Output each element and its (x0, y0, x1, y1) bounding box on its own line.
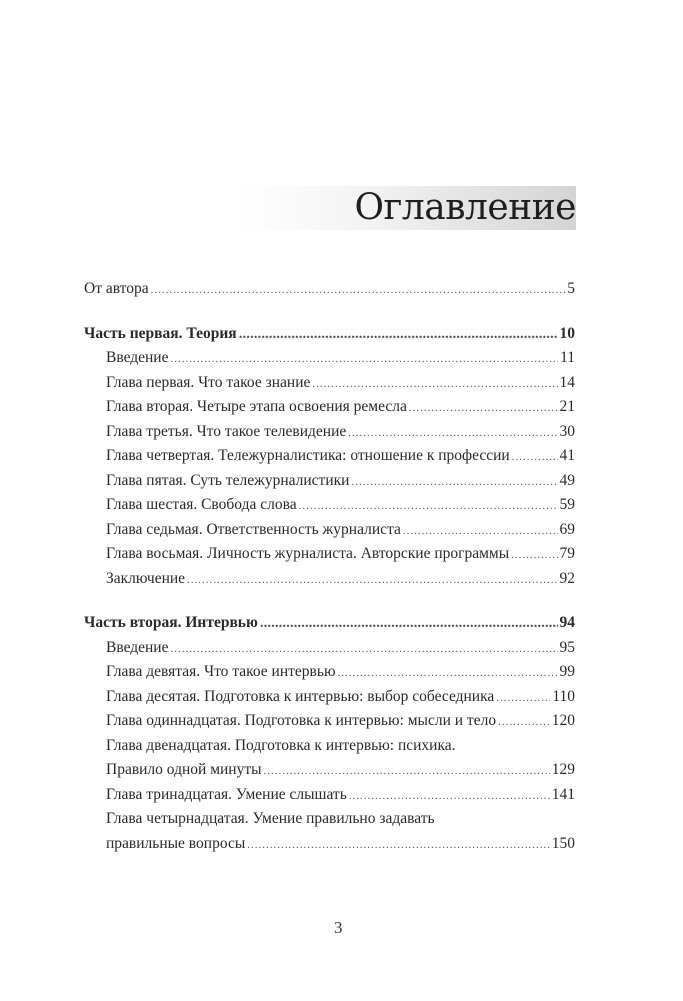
toc-entry[interactable] (84, 636, 575, 661)
toc-entry-page: 110 (552, 687, 575, 705)
toc-entry-page: 21 (559, 398, 575, 415)
toc-entry-page: 69 (559, 520, 575, 538)
page-title: Оглавление (354, 187, 576, 228)
page-number: 3 (334, 918, 343, 937)
toc-entry-label: Глава шестая. Свобода слова (106, 496, 297, 513)
toc-entry-label: Глава десятая. Подготовка к интервью: выбор собеседника (106, 687, 495, 705)
toc-entry-line1[interactable] (84, 734, 575, 759)
leader-dots (247, 832, 550, 858)
leader-dots (170, 636, 557, 662)
toc-entry-label: Глава вторая. Четыре этапа освоения ремесла (106, 398, 407, 415)
leader-dots (239, 322, 558, 347)
toc-entry-label: Глава восьмая. Личность журналиста. Авторские программы (106, 545, 510, 562)
toc-part-1[interactable] (84, 322, 575, 347)
toc-entry-label: Глава девятая. Что такое интервью (106, 663, 336, 680)
toc-entry-page: 95 (559, 638, 575, 656)
toc-entry-label: Глава одиннадцатая. Подготовка к интервью: мысли и тело (106, 712, 497, 729)
leader-dots (409, 395, 558, 421)
toc-part-label: Часть первая. Теория (84, 324, 237, 342)
leader-dots (498, 709, 550, 735)
toc-entry[interactable] (84, 660, 575, 685)
toc-entry-label: Глава четвертая. Тележурналистика: отношение к профессии (106, 447, 510, 464)
toc-entry-preface[interactable] (84, 277, 575, 302)
toc-entry-page: 30 (559, 422, 575, 440)
toc-entry-page: 150 (551, 834, 575, 852)
toc-entry[interactable] (84, 542, 575, 567)
toc-entry-page: 141 (551, 785, 575, 803)
leader-dots (349, 783, 550, 809)
toc-entry-label: Правило одной минуты (106, 761, 262, 778)
toc-entry-label: Глава тринадцатая. Умение слышать (106, 785, 347, 803)
toc-entry[interactable] (84, 469, 575, 494)
leader-dots (496, 685, 550, 711)
toc-part-page: 94 (559, 614, 575, 631)
toc-entry-label: Глава первая. Что такое знание (106, 373, 311, 391)
toc-entry-page: 11 (560, 349, 575, 366)
toc-entry-page: 79 (559, 545, 575, 562)
leader-dots (348, 420, 557, 446)
toc-entry-page: 129 (551, 761, 575, 778)
toc-entry[interactable] (84, 685, 575, 710)
toc-entry-page: 14 (559, 373, 575, 391)
toc-entry[interactable] (84, 832, 575, 857)
leader-dots (264, 758, 550, 784)
toc-entry-page: 49 (559, 471, 575, 489)
toc-entry-label-line1: Глава двенадцатая. Подготовка к интервью: психика. (106, 736, 456, 754)
toc-part-2[interactable] (84, 611, 575, 636)
leader-dots (511, 542, 557, 568)
toc-part-label: Часть вторая. Интервью (84, 614, 258, 631)
toc-entry-label: Введение (106, 349, 169, 366)
toc-entry-page: 5 (567, 280, 575, 297)
toc-entry[interactable] (84, 371, 575, 396)
toc-entry-page: 99 (559, 663, 575, 680)
toc-entry[interactable] (84, 518, 575, 543)
leader-dots (187, 567, 557, 593)
toc-entry-page: 92 (559, 569, 575, 587)
toc-entry-label: Глава седьмая. Ответственность журналиста (106, 520, 401, 538)
toc-part-page: 10 (559, 324, 575, 342)
leader-dots (151, 277, 566, 303)
toc-entry-label: Глава пятая. Суть тележурналистики (106, 471, 350, 489)
toc-entry[interactable] (84, 395, 575, 420)
leader-dots (170, 346, 558, 372)
leader-dots (338, 660, 558, 686)
leader-dots (312, 371, 557, 397)
leader-dots (403, 518, 558, 544)
toc-entry-page: 120 (551, 712, 575, 729)
toc-entry-page: 41 (559, 447, 575, 464)
leader-dots (351, 469, 557, 495)
toc-entry[interactable] (84, 444, 575, 469)
toc-entry-label-line1: Глава четырнадцатая. Умение правильно задавать (106, 810, 435, 827)
leader-dots (512, 444, 558, 470)
toc-entry-page: 59 (559, 496, 575, 513)
toc-entry-label: От автора (84, 280, 149, 297)
toc-entry[interactable] (84, 567, 575, 592)
toc-entry[interactable] (84, 493, 575, 518)
leader-dots (260, 611, 558, 636)
toc-entry[interactable] (84, 758, 575, 783)
table-of-contents (84, 277, 575, 856)
toc-entry[interactable] (84, 783, 575, 808)
toc-entry-line1[interactable] (84, 807, 575, 832)
toc-entry[interactable] (84, 346, 575, 371)
toc-entry[interactable] (84, 709, 575, 734)
toc-entry-label: Введение (106, 638, 169, 656)
leader-dots (299, 493, 558, 519)
toc-entry-label: правильные вопросы (106, 834, 246, 852)
toc-entry-label: Заключение (106, 569, 186, 587)
toc-entry-label: Глава третья. Что такое телевидение (106, 422, 347, 440)
toc-entry[interactable] (84, 420, 575, 445)
